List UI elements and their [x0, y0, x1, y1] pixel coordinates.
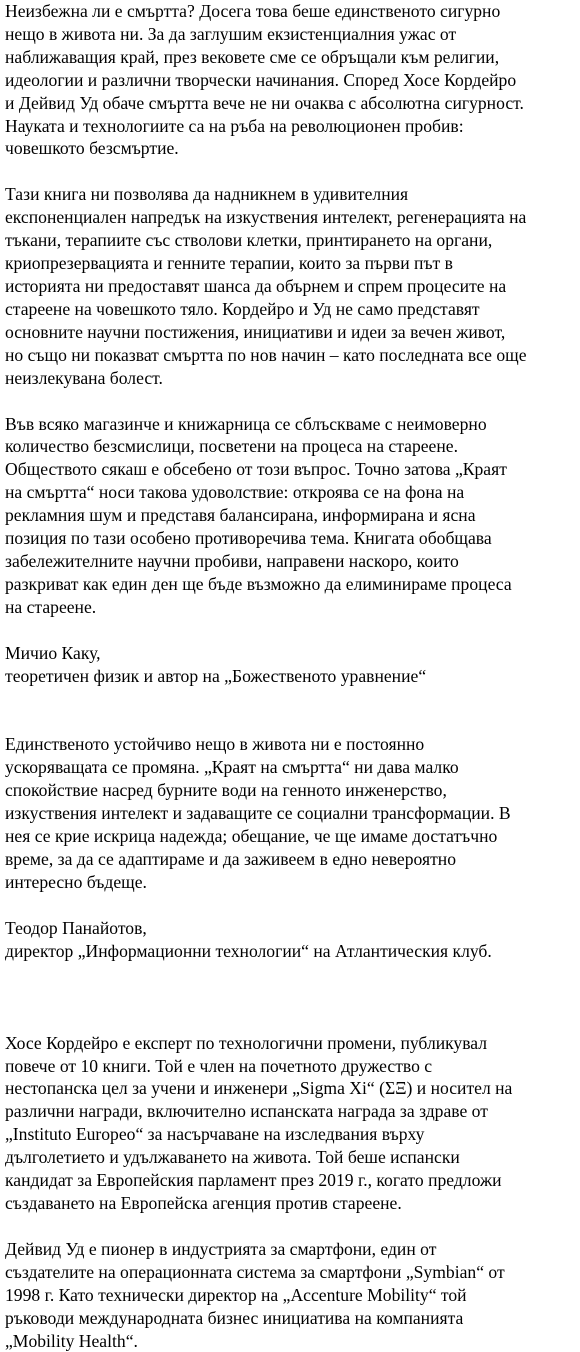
- section-spacer: [5, 687, 580, 733]
- paragraph-spacer: [5, 160, 580, 183]
- cordeiro-bio: Хосе Кордейро е експерт по технологични промени, публикувал повече от 10 книги. Той е член на почетното дружество с нестопанска цел за учени и инженери „Sigma Xi“ (ΣΞ) и носител на различни награди, включително испанската награда за здраве от „Instituto Europeo“ за насърчаване на изследвания върху дълголетието и удължаването на живота. Той беше испански кандидат за Европейския парламент през 2019 г., когато предложи създаването на Европейска агенция против стареене.: [5, 1032, 513, 1213]
- book-back-cover-text: [5, 0, 580, 1352]
- wood-bio: Дейвид Уд е пионер в индустрията за смартфони, един от създателите на операционната система за смартфони „Symbian“ от 1998 г. Като технически директор на „Accenture Mobility“ той ръководи международната бизнес инициатива на компанията „Mobility Health“.: [5, 1238, 505, 1351]
- book-description-paragraph: Тази книга ни позволява да надникнем в удивителния експоненциален напредък на изкуствения интелект, регенерацията на тъкани, терапиите със стволови клетки, принтирането на органи, криопрезервацията и генните терапии, които за първи път в историята ни предоставят шанса да обърнем и спрем процесите на стареене на човешкото тяло. Кордейро и Уд не само представят основните научни постижения, инициативи и идеи за вечен живот, но също ни показват смъртта по нов начин – като последната все още неизлекувана болест.: [5, 184, 527, 388]
- intro-paragraph: Неизбежна ли е смъртта? Досега това беше единственото сигурно нещо в живота ни. За да заглушим екзистенциалния ужас от наближаващия край, през вековете сме се обръщали към религии, идеологии и различни творчески начинания. Според Хосе Кордейро и Дейвид Уд обаче смъртта вече не ни очаква с абсолютна сигурност. Науката и технологиите са на ръба на революционен пробив: човешкото безсмъртие.: [5, 1, 524, 159]
- panayotov-quote: Единственото устойчиво нещо в живота ни е постоянно ускоряващата се промяна. „Краят на смъртта“ ни дава малко спокойствие насред бурните води на генното инженерство, изкуствения интелект и задаващите се социални трансформации. В нея се крие искрица надежда; обещание, че ще имаме достатъчно време, за да се адаптираме и да заживеем в едно невероятно интересно бъдеще.: [5, 734, 511, 892]
- paragraph-spacer: [5, 894, 580, 917]
- paragraph-spacer: [5, 619, 580, 642]
- kaku-quote: Във всяко магазинче и книжарница се сблъскваме с неимоверно количество безсмислици, посветени на процеса на стареене. Обществото сякаш е обсебено от този въпрос. Точно затова „Краят на смъртта“ носи такова удоволствие: откроява се на фона на рекламния шум и представя балансирана, информирана и ясна позиция по тази особено противоречива тема. Книгата обобщава забележителните научни пробиви, направени наскоро, които разкриват как един ден ще бъде възможно да елиминираме процеса на стареене.: [5, 413, 512, 617]
- section-spacer: [5, 963, 580, 1032]
- panayotov-signature: Теодор Панайотов, директор „Информационни технологии“ на Атлантическия клуб.: [5, 917, 492, 961]
- paragraph-spacer: [5, 1215, 580, 1238]
- paragraph-spacer: [5, 390, 580, 413]
- kaku-signature: Мичио Каку, теоретичен физик и автор на „Божественото уравнение“: [5, 642, 427, 686]
